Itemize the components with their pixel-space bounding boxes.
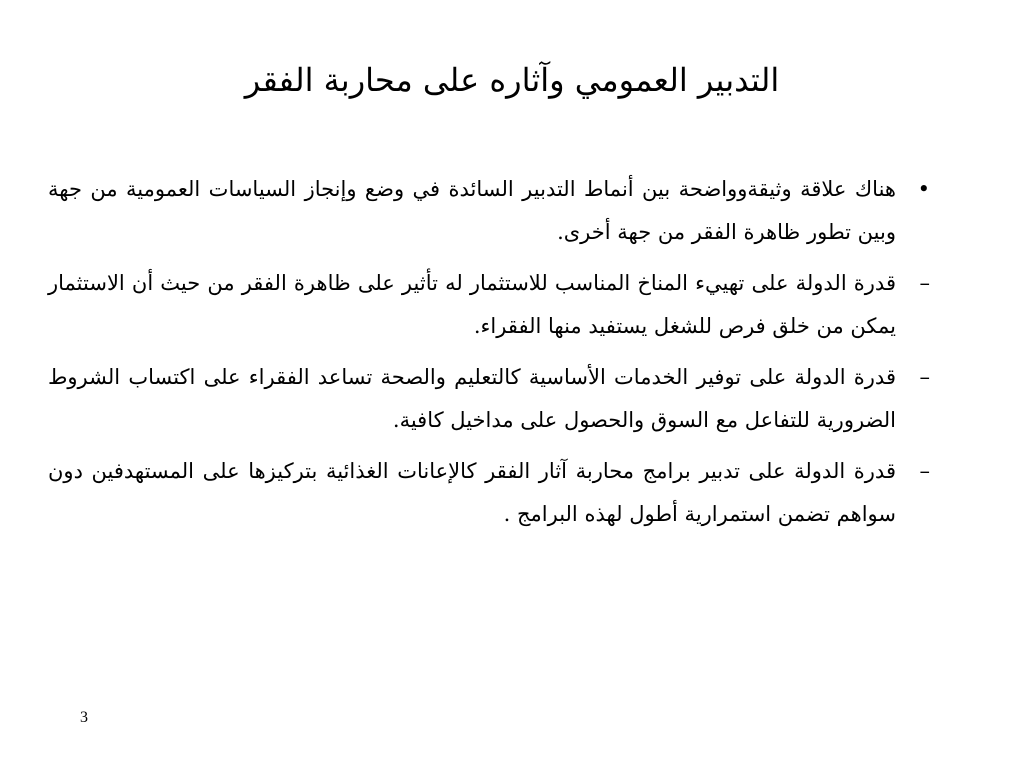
sub-item [48,262,930,348]
sub-item-text: قدرة الدولة على تهييء المناخ المناسب للاستثمار له تأثير على ظاهرة الفقر من حيث أن الاستثمار يمكن من خلق فرص للشغل يستفيد منها الفقراء. [48,271,896,338]
dash-marker: – [919,459,930,483]
sub-item-text: قدرة الدولة على تدبير برامج محاربة آثار الفقر كالإعانات الغذائية بتركيزها على المستهدفين دون سواهم تضمن استمرارية أطول لهذه البرامج . [48,459,896,526]
dash-marker: – [919,365,930,389]
bullet-item [48,168,930,254]
bullet-marker: • [917,177,930,201]
sub-item [48,356,930,442]
slide-number: 3 [80,709,88,726]
slide-title: التدبير العمومي وآثاره على محاربة الفقر [244,61,780,99]
dash-marker: – [919,271,930,295]
sub-item-text: قدرة الدولة على توفير الخدمات الأساسية كالتعليم والصحة تساعد الفقراء على اكتساب الشروط الضرورية للتفاعل مع السوق والحصول على مداخيل كافية. [48,365,896,432]
sub-item [48,450,930,536]
bullet-text: هناك علاقة وثيقةوواضحة بين أنماط التدبير السائدة في وضع وإنجاز السياسات العمومية من جهة وبين تطور ظاهرة الفقر من جهة أخرى. [48,177,896,244]
slide-content [48,168,930,544]
